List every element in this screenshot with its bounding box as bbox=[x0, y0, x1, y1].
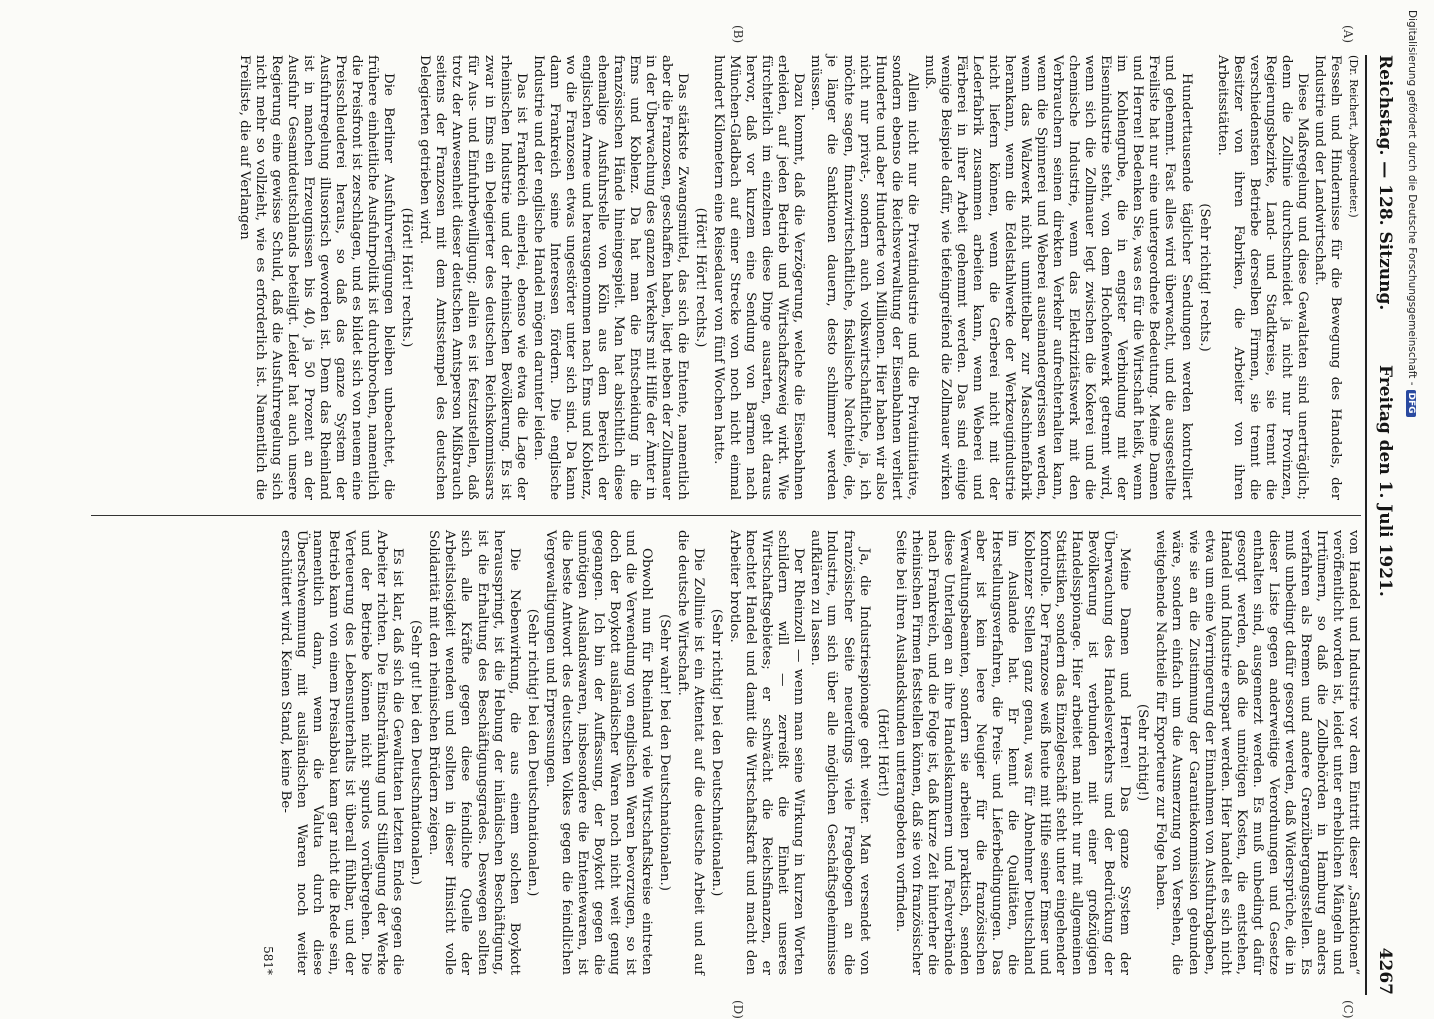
paragraph: von Handel und Industrie vor dem Eintritt dieser „Sanktionen“ veröffentlicht worden ist, leidet unter erheblichen Mängeln und Irrtümern, so daß die Zollbehörden in Hamburg anders verfahren als Bremen und andere Grenzübergangsstellen. Es muß unbedingt dafür gesorgt werden, daß Widersprüche, die in dieser Liste gegen anderweitige Verordnungen und Gesetze enthalten sind, ausgemerzt werden. Es muß unbedingt dafür gesorgt werden, daß die unnötigen Kosten, die entstehen, Handel und Industrie erspart werden. Hier handelt es sich nicht etwa um eine Verringerung der Einnahmen von Ausfuhrabgaben, wie sie an die Zustimmung der Garantiekommission gebunden wäre, sondern einfach um die Ausmerzung von Versehen, die weitgehende Nachteile für Exporteure zur Folge haben. bbox=[1153, 530, 1361, 975]
paragraph: Die Nebenwirkung, die aus einem solchen Boykott herausspringt, ist die Hebung der inländischen Beschäftigung, ist die Erhaltung des Beschäftigungsgrades. Deswegen sollten sich alle Kräfte gegen diese feindliche Quelle der Arbeitslosigkeit wenden und sollten in dieser Hinsicht volle Solidarität mit den rheinischen Brüdern zeigen. bbox=[426, 530, 522, 975]
paragraph: Allein nicht nur die Privatindustrie und die Privatinitiative, sondern ebenso die Reichsverwaltung der Eisenbahnen verliert Hunderte und aber Hunderte von Millionen. Hier haben wir also nicht nur privat-, sondern auch volkswirtschaftliche, ja, ich möchte sagen, finanzwirtschaftliche, fiskalische Nachteile, die, je länger die Sanktionen dauern, desto schlimmer werden müssen. bbox=[808, 55, 920, 500]
margin-mark-d: (D) bbox=[731, 1000, 745, 1019]
interjection: (Sehr wahr! bei den Deutschnationalen.) bbox=[657, 613, 673, 892]
interjection: (Hört! Hört!) bbox=[874, 708, 890, 797]
credit-text: Digitalisierung gefördert durch die Deutsche Forschungsgemeinschaft - bbox=[1406, 10, 1418, 386]
interjection: (Sehr richtig! bei den Deutschnationalen.) bbox=[524, 608, 540, 897]
paragraph: Das ist Frankreich einerlei, ebenso wie etwa die Lage der rheinischen Industrie und der rheinischen Bevölkerung. Es ist zwar in Ems ein Delegierter des deutschen Reichskommissars für Aus- und Einfuhrbewilligung; allein es ist festzustellen, daß trotz der Anwesenheit dieser deutschen Amtsperson Mißbrauch seitens der Franzosen mit dem Amtsstempel des deutschen Delegierten getrieben wird. bbox=[417, 55, 529, 500]
paragraph: Das stärkste Zwangsmittel, das sich die Entente, namentlich aber die Franzosen, geschaffen haben, liegt neben der Zollmauer in der Überwachung des ganzen Verkehrs mit Hilfe der Ämter in Ems und Koblenz. Da hat man die Entscheidung in die französischen Hände hineingespielt. Man hat absichtlich diese ehemalige Ausfuhrstelle von Köln aus dem Bereich der englischen Armee und herausgenommen nach Ems und Koblenz, wo die Franzosen etwas ungestörter unter sich sind. Da kann dann Frankreich seine Interessen fördern. Die englische Industrie und der englische Handel mögen darunter leiden. bbox=[530, 55, 691, 500]
dfg-logo: DFG bbox=[1406, 390, 1416, 417]
speaker-label: (Dr. Reichert, Abgeordneter.) bbox=[1347, 55, 1360, 218]
interjection: (Hört! Hört! rechts.) bbox=[693, 207, 709, 348]
paragraph: Die Zollinie ist ein Attentat auf die deutsche Arbeit und auf die deutsche Wirtschaft. bbox=[675, 530, 707, 975]
right-column bbox=[260, 530, 1361, 975]
paragraph: Meine Damen und Herren! Das ganze System der Überwachung des Handelsverkehrs und der Bedrückung der Bevölkerung ist verbunden mit einer großzügigen Handelsspionage. Hier arbeitet man nicht nur mit allgemeinen Statistiken, sondern das Einzelgeschäft steht unter eingehender Kontrolle. Der Franzose weiß heute mit Hilfe seiner Emser und Koblenzer Stellen ganz genau, was für Abnehmer Deutschland im Auslande hat. Er kennt die Qualitäten, die Herstellungsverfahren, die Preis- und Lieferbedingungen. Das aber ist kein leere Neugier für die französischen Verwaltungsbeamten, sondern sie arbeiten praktisch, senden diese Unterlagen an ihre Handelskammern und Fachverbände nach Frankreich, und die Folge ist, daß kurze Zeit hinterher die rheinischen Firmen feststellen können, daß sie von französischer Seite bei ihren Auslandskunden unterangeboten vorfinden. bbox=[892, 530, 1133, 975]
paragraph: Hunderttausende täglicher Sendungen werden kontrolliert und gehemmt. Fast alles wird überwacht, und die ausgestellte Freiliste hat nur eine untergeordnete Bedeutung. Meine Damen und Herren! Bedenken Sie, was es für die Wirtschaft heißt, wenn im Kohlengrube, die in engster Verbindung mit der Eisenindustrie steht, von dem Hochofenwerk getrennt wird, wenn sich die Zollmauer legt zwischen die Kokerei und die chemische Industrie, wenn das Elektrizitätswerk mit den Verbrauchern seinen direkten Verkehr aufrechterhalten kann, wenn die Spinnerei und Weberei auseinandergerissen werden, wenn das Walzwerk nicht unmittelbar zur Maschinenfabrik herankann, wenn die Edelstahlwerke der Werkzeugindustrie nicht liefern können, wenn die Gerberei nicht mit der Lederfabrik zusammen arbeiten kann, wenn Weberei und Färberei in ihrer Arbeit gehemmt werden. Das sind einige wenige Beispiele dafür, wie tiefeingreifend die Zollmauer wirken muß. bbox=[921, 55, 1194, 500]
margin-mark-a: (A) bbox=[1341, 25, 1355, 44]
interjection: (Hört! Hört! rechts.) bbox=[399, 207, 415, 348]
paragraph: Dazu kommt, daß die Verzögerung, welche die Eisenbahnen erleiden, auf jeden Betrieb und Wirtschaftszweig wirkt. Wie fürchterlich im einzelnen diese Dinge ausarten, geht daraus hervor, daß vor kurzem eine Sendung von Barmen nach München-Gladbach auf einer Strecke von noch nicht einmal hundert Kilometern eine Reisedauer von fünf Wochen hatte. bbox=[711, 55, 807, 500]
paragraph: Ja, die Industriespionage geht weiter. Man versendet von französischer Seite neuerdings viele Fragebogen an die Industrie, um sich über alle möglichen Geschäftsgeheimnisse aufklären zu lassen. bbox=[808, 530, 872, 975]
paragraph: Diese Maßregelung und diese Gewaltaten sind unerträglich; denn die Zollinie durchschneidet ja nicht nur Provinzen, Regierungsbezirke, Land- und Stadtkreise, sie trennt die verschiedensten Betriebe derselben Firmen, sie trennt die Besitzer von ihren Fabriken, die Arbeiter von ihren Arbeitsstätten. bbox=[1214, 55, 1310, 500]
interjection: (Sehr richtig! bei den Deutschnationalen.) bbox=[709, 608, 725, 897]
paragraph: Obwohl nun für Rheinland viele Wirtschaftskreise eintreten und die Verwendung von englischen Waren bevorzugen, so ist doch der Boykott ausländischer Waren noch nicht weit genug gegangen. Ich bin der Auffassung, der Boykott gegen die unnötigen Auslandswaren, insbesondere die Ententewaren, ist die beste Antwort des deutschen Volkes gegen die feindlichen Vergewaltigungen und Erpressungen. bbox=[542, 530, 654, 975]
interjection: (Sehr richtig! rechts.) bbox=[1196, 203, 1212, 352]
margin-mark-b: (B) bbox=[731, 25, 745, 44]
paragraph: Die Berliner Ausfuhrverfügungen bleiben unbeachtet, die frühere einheitliche Ausfuhrpolitik ist durchbrochen, namentlich die Preisfront ist zerschlagen, und es bildet sich von neuem eine Preisschleuderei heraus, so daß das ganze System der Ausfuhrregelung illusorisch geworden ist. Denn das Rheinland ist in manchen Erzeugnissen bis 40, ja 50 Prozent an der Ausfuhr Gesamtdeutschlands beteiligt. Leider hat auch unsere Regierung eine gewisse Schuld, daß die Ausfuhrregelung sich nicht mehr so vollzieht, wie es erforderlich ist. Namentlich die Freiliste, die auf Verlangen bbox=[236, 55, 397, 500]
header-session: Reichstag. — 128. Sitzung. bbox=[1375, 55, 1395, 311]
header-rule bbox=[1365, 55, 1367, 995]
paragraph: Der Rheinzoll — wenn man seine Wirkung in kurzen Worten schildern will — zerreißt die Einheit unseres Wirtschaftsgebietes; er schwächt die Reichsfinanzen, er knechtet Handel und damit die Wirtschaftskraft und macht den Arbeiter brotlos. bbox=[727, 530, 807, 975]
header-page-number: 4267 bbox=[1375, 947, 1395, 995]
digitization-credit bbox=[1402, 10, 1418, 990]
paragraph: Es ist klar, daß sich die Gewalttaten letzten Endes gegen die Arbeiter richten. Die Einschränkung und Stilllegung der Werke und der Betriebe können nicht spurlos vorübergehen. Die Verteuerung des Lebensunterhalts ist überall fühlbar, und der Betrieb kann von einem Preisabbau kam gar nicht die Rede sein, namentlich dann, wenn die Valuta durch diese Überschwemmung mit ausländischen Waren noch weiter erschüttert wird. Keinen Stand, keine Be- bbox=[277, 530, 406, 975]
column-divider bbox=[91, 515, 1361, 516]
interjection: (Sehr richtig!) bbox=[1135, 703, 1151, 802]
page-footer-number: 581* bbox=[260, 946, 275, 975]
margin-mark-c: (C) bbox=[1341, 1000, 1355, 1019]
page-header bbox=[1371, 55, 1395, 995]
left-column bbox=[235, 55, 1361, 500]
paragraph: Fesseln und Hindernisse für die Bewegung des Handels, der Industrie und der Landwirtschaft. bbox=[1311, 55, 1343, 500]
interjection: (Sehr gut! bei den Deutschnationalen.) bbox=[408, 619, 424, 886]
document-page bbox=[40, 25, 1395, 1019]
header-date: Freitag den 1. Juli 1921. bbox=[1375, 365, 1395, 597]
